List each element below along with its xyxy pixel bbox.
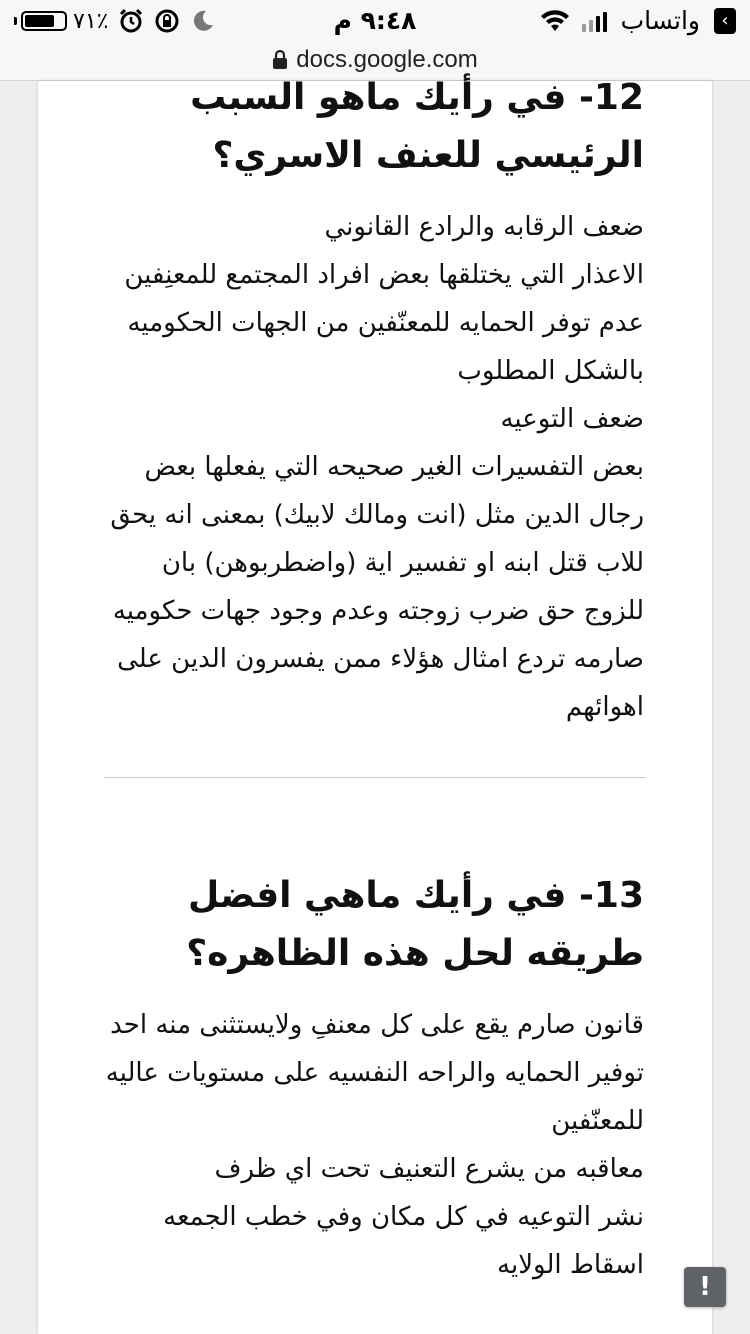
battery-percentage: ٧١٪ — [73, 8, 109, 34]
answer-line: نشر التوعيه في كل مكان وفي خطب الجمعه — [163, 1202, 644, 1232]
feedback-button[interactable]: ! — [684, 1267, 726, 1307]
answer-line: ضعف الرقابه والرادع القانوني — [324, 212, 644, 242]
answer-line: عدم توفر الحمايه للمعنّفين من الجهات الحكوميه بالشكل المطلوب — [127, 308, 644, 386]
rotation-lock-icon — [154, 8, 180, 34]
battery-icon — [21, 11, 67, 31]
answer-line: بعض التفسيرات الغير صحيحه التي يفعلها بعض رجال الدين مثل (انت ومالك لابيك) بمعنى انه يحق للاب قتل ابنه او تفسير اية (واضطربوهن) بان للزوج حق ضرب زوجته وعدم وجود جهات حكوميه صارمه تردع امثال هؤلاء ممن يفسرون الدين على اهوائهم — [110, 452, 644, 722]
answer-line: الاعذار التي يختلقها بعض افراد المجتمع للمعنِفين — [124, 260, 644, 290]
status-left-group — [14, 8, 216, 34]
answer-line: توفير الحمايه والراحه النفسيه على مستويات عاليه للمعنّفين — [105, 1058, 644, 1136]
answer-line: معاقبه من يشرع التعنيف تحت اي ظرف — [214, 1154, 644, 1184]
question-12-answer — [104, 203, 644, 731]
lock-icon — [272, 50, 288, 70]
url-text: docs.google.com — [296, 46, 478, 73]
back-to-app-icon[interactable]: ‹ — [714, 8, 736, 34]
section-divider — [104, 777, 646, 778]
document-viewport[interactable] — [0, 77, 750, 1334]
alarm-icon — [118, 8, 144, 34]
status-time: ٩:٤٨ م — [333, 6, 417, 35]
answer-line: قانون صارم يقع على كل معنفِ ولايستثنى منه احد — [110, 1010, 644, 1040]
back-to-app-label[interactable]: واتساب — [620, 6, 700, 35]
answer-line: ضعف التوعيه — [500, 404, 644, 434]
do-not-disturb-icon — [190, 8, 216, 34]
status-bar — [0, 0, 750, 40]
answer-line: اسقاط الولايه — [497, 1250, 644, 1280]
question-13-answer — [104, 1001, 644, 1289]
battery-tip — [14, 17, 17, 25]
question-12-title: 12- في رأيك ماهو السبب الرئيسي للعنف الاسري؟ — [190, 77, 644, 176]
question-13-title: 13- في رأيك ماهي افضل طريقه لحل هذه الظاهره؟ — [186, 875, 644, 974]
document-page — [38, 77, 712, 1334]
